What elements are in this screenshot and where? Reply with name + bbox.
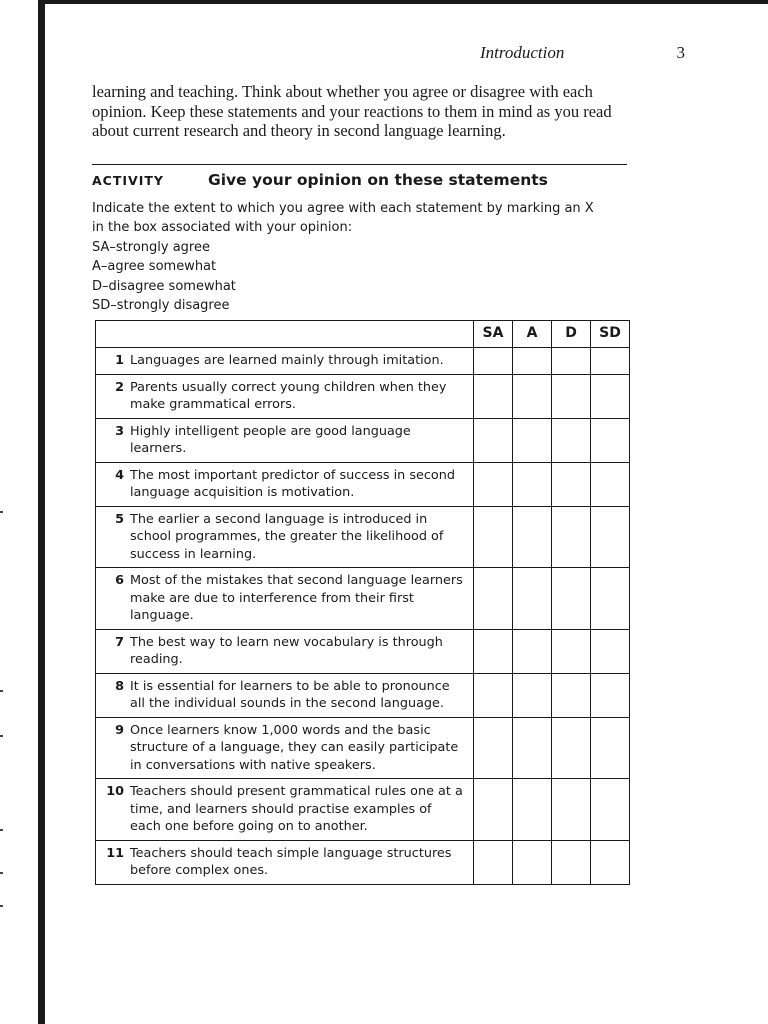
answer-box-a[interactable] — [513, 629, 552, 673]
statement-cell — [96, 348, 474, 375]
statement-cell — [96, 840, 474, 884]
scan-edge-mark — [0, 905, 3, 907]
activity-instructions — [92, 199, 632, 315]
statement-number: 10 — [106, 784, 124, 799]
statement-number: 9 — [115, 722, 124, 738]
statement-cell — [96, 673, 474, 717]
answer-box-d[interactable] — [552, 779, 591, 841]
statement-text: Languages are learned mainly through imitation. — [130, 353, 444, 368]
answer-box-sd[interactable] — [591, 506, 630, 568]
statement-text: It is essential for learners to be able to pronounce all the individual sounds in the second language. — [130, 678, 450, 711]
statement-number: 6 — [115, 573, 124, 588]
table-row — [96, 673, 630, 717]
answer-box-a[interactable] — [513, 717, 552, 779]
answer-box-sa[interactable] — [474, 779, 513, 841]
scan-edge-mark — [0, 829, 3, 831]
statement-column-header — [96, 321, 474, 348]
answer-box-d[interactable] — [552, 418, 591, 462]
statement-text: Parents usually correct young children when they make grammatical errors. — [130, 379, 447, 412]
opinion-table — [95, 320, 630, 885]
answer-box-d[interactable] — [552, 717, 591, 779]
statement-text: Most of the mistakes that second language learners make are due to interference from their first language. — [130, 573, 463, 623]
answer-box-d[interactable] — [552, 629, 591, 673]
answer-box-sd[interactable] — [591, 717, 630, 779]
column-header-sa: SA — [474, 321, 513, 348]
answer-box-sd[interactable] — [591, 418, 630, 462]
activity-header — [92, 170, 632, 189]
statement-number: 4 — [115, 467, 124, 483]
statement-number: 11 — [106, 845, 124, 861]
answer-box-a[interactable] — [513, 673, 552, 717]
instruction-line: Indicate the extent to which you agree with each statement by marking an X — [92, 201, 594, 216]
scan-edge-mark — [0, 511, 3, 513]
answer-box-a[interactable] — [513, 568, 552, 630]
column-header-a: A — [513, 321, 552, 348]
statement-text: Once learners know 1,000 words and the basic structure of a language, they can easily participate in conversations with native speakers. — [130, 722, 459, 773]
statement-cell — [96, 629, 474, 673]
answer-box-sa[interactable] — [474, 418, 513, 462]
answer-box-d[interactable] — [552, 568, 591, 630]
statement-number: 1 — [115, 353, 124, 368]
answer-box-d[interactable] — [552, 374, 591, 418]
answer-box-sd[interactable] — [591, 779, 630, 841]
table-row — [96, 568, 630, 630]
statement-cell — [96, 568, 474, 630]
answer-box-sd[interactable] — [591, 462, 630, 506]
scan-edge-mark — [0, 735, 3, 737]
answer-box-sa[interactable] — [474, 629, 513, 673]
answer-box-a[interactable] — [513, 506, 552, 568]
statement-number: 2 — [115, 379, 124, 395]
statement-text: The most important predictor of success in second language acquisition is motivation. — [130, 467, 455, 500]
scale-item-sa: SA–strongly agree — [92, 239, 210, 255]
scale-item-sd: SD–strongly disagree — [92, 298, 230, 314]
table-row — [96, 462, 630, 506]
answer-box-a[interactable] — [513, 462, 552, 506]
statement-text: Highly intelligent people are good language learners. — [130, 423, 411, 456]
answer-box-sa[interactable] — [474, 568, 513, 630]
answer-box-a[interactable] — [513, 779, 552, 841]
answer-box-a[interactable] — [513, 348, 552, 375]
answer-box-sd[interactable] — [591, 374, 630, 418]
table-row — [96, 348, 630, 375]
scale-item-a: A–agree somewhat — [92, 259, 217, 275]
page-number: 3 — [676, 43, 685, 62]
answer-box-a[interactable] — [513, 840, 552, 884]
statement-text: The earlier a second language is introduced in school programmes, the greater the likelihood of success in learning. — [130, 511, 444, 562]
answer-box-sa[interactable] — [474, 673, 513, 717]
statement-text: The best way to learn new vocabulary is through reading. — [130, 634, 443, 667]
answer-box-sa[interactable] — [474, 717, 513, 779]
statement-number: 5 — [115, 511, 124, 527]
column-header-sd: SD — [591, 321, 630, 348]
statement-cell — [96, 462, 474, 506]
activity-label: ACTIVITY — [92, 173, 164, 188]
answer-box-sd[interactable] — [591, 348, 630, 375]
answer-box-a[interactable] — [513, 418, 552, 462]
table-row — [96, 374, 630, 418]
table-row — [96, 779, 630, 841]
book-spine-shadow — [38, 0, 45, 1024]
intro-paragraph: learning and teaching. Think about whether you agree or disagree with each opinion. Keep these statements and your reactions to them in mind as you read about current research and theory in second language learning. — [92, 82, 612, 140]
page-top-edge — [38, 0, 768, 4]
activity-title: Give your opinion on these statements — [208, 171, 548, 189]
statement-number: 7 — [115, 634, 124, 650]
answer-box-d[interactable] — [552, 462, 591, 506]
scan-edge-mark — [0, 690, 3, 692]
scan-edge-mark — [0, 872, 3, 874]
table-row — [96, 506, 630, 568]
table-row — [96, 418, 630, 462]
answer-box-sa[interactable] — [474, 840, 513, 884]
statement-text: Teachers should present grammatical rules one at a time, and learners should practise examples of each one before going on to another. — [130, 784, 463, 834]
answer-box-sa[interactable] — [474, 462, 513, 506]
answer-box-sa[interactable] — [474, 506, 513, 568]
statement-cell — [96, 717, 474, 779]
answer-box-sd[interactable] — [591, 840, 630, 884]
running-head-title: Introduction — [480, 43, 565, 62]
answer-box-sd[interactable] — [591, 629, 630, 673]
statement-cell — [96, 506, 474, 568]
table-row — [96, 840, 630, 884]
answer-box-a[interactable] — [513, 374, 552, 418]
answer-box-sa[interactable] — [474, 374, 513, 418]
table-row — [96, 717, 630, 779]
statement-number: 3 — [115, 423, 124, 439]
statement-cell — [96, 374, 474, 418]
statement-number: 8 — [115, 678, 124, 694]
statement-cell — [96, 779, 474, 841]
scale-item-d: D–disagree somewhat — [92, 278, 236, 294]
column-header-d: D — [552, 321, 591, 348]
answer-box-sd[interactable] — [591, 568, 630, 630]
table-header-row — [96, 321, 630, 348]
section-divider — [92, 164, 627, 165]
answer-box-d[interactable] — [552, 673, 591, 717]
answer-box-d[interactable] — [552, 840, 591, 884]
table-row — [96, 629, 630, 673]
instruction-line: in the box associated with your opinion: — [92, 220, 353, 236]
running-head — [480, 43, 685, 63]
statement-text: Teachers should teach simple language structures before complex ones. — [130, 845, 452, 878]
answer-box-d[interactable] — [552, 348, 591, 375]
statement-cell — [96, 418, 474, 462]
answer-box-sd[interactable] — [591, 673, 630, 717]
answer-box-d[interactable] — [552, 506, 591, 568]
answer-box-sa[interactable] — [474, 348, 513, 375]
